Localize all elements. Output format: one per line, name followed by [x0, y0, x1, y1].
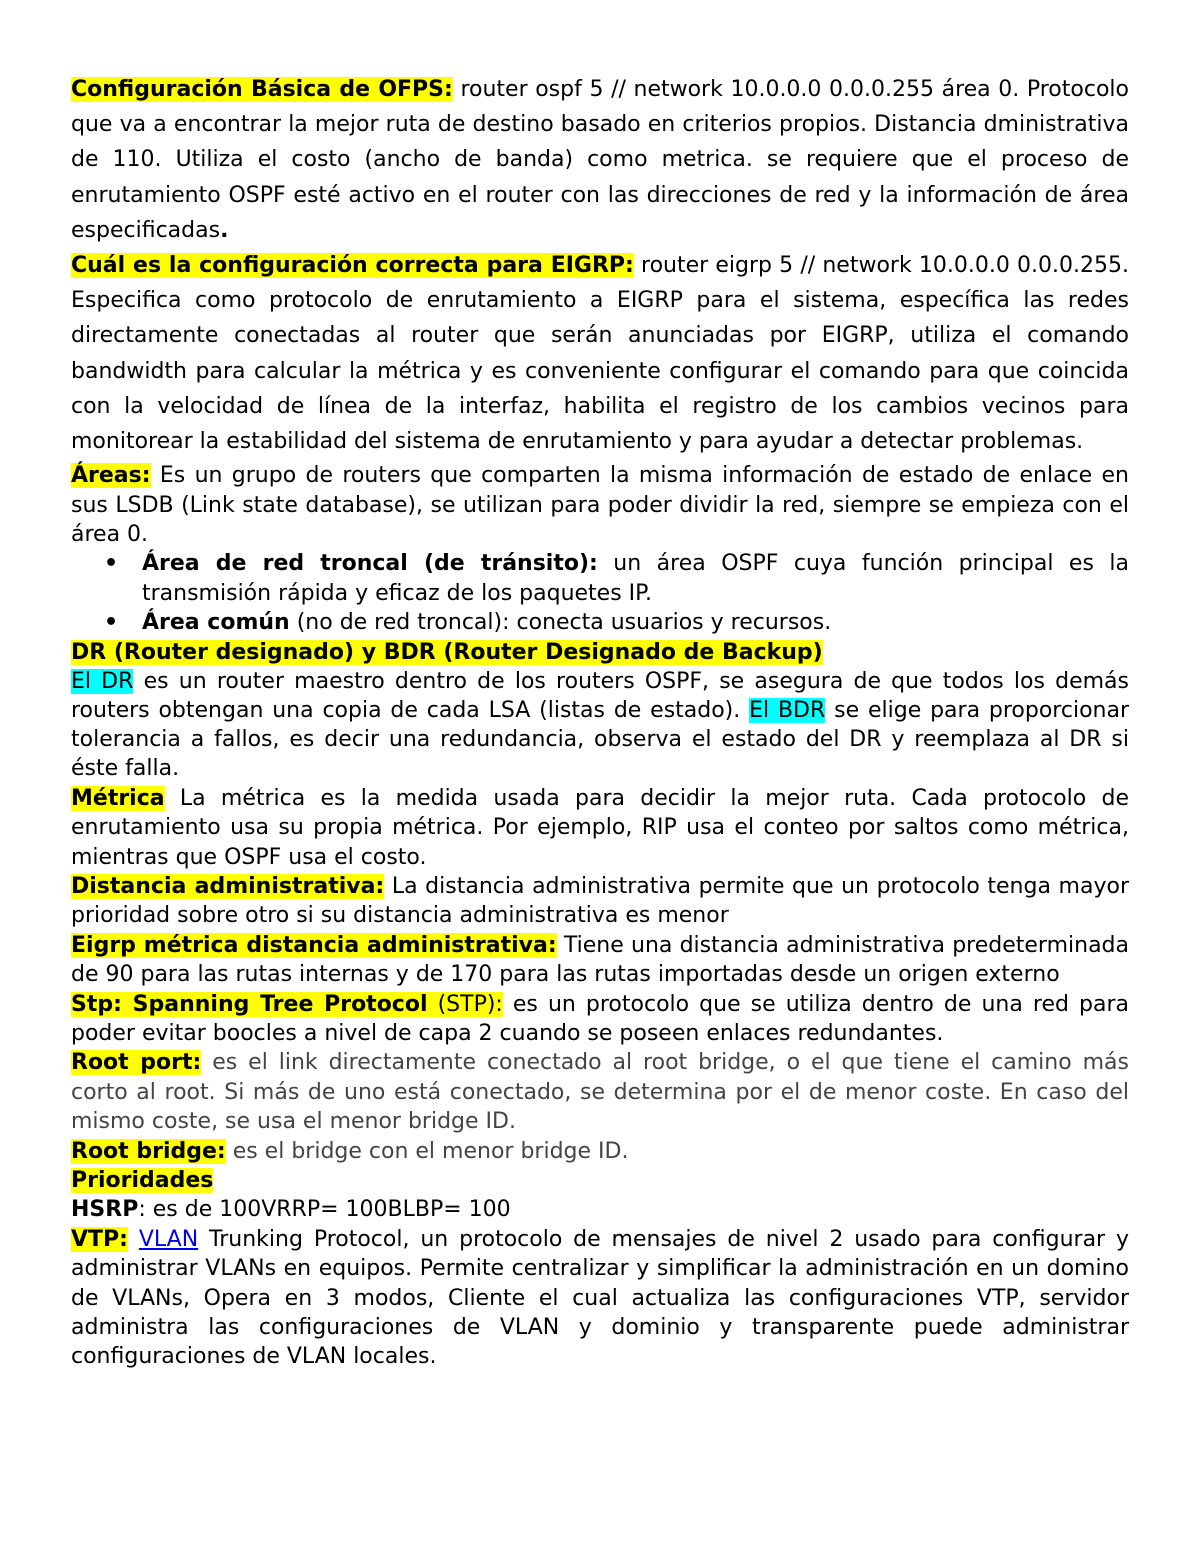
blbp-label: BLBP: [387, 1197, 444, 1223]
list-item: [71, 608, 1129, 637]
hsrp-label: HSRP: [71, 1197, 139, 1223]
stp-text: es un protocolo que se utiliza dentro de una red para poder evitar boocles a nivel de capa 2 cuando se poseen enlaces redundantes.: [71, 991, 1129, 1046]
ospf-label: Configuración Básica de OFPS:: [71, 77, 453, 102]
prioridades-values: [71, 1195, 1129, 1224]
root-port-label: Root port:: [71, 1050, 202, 1076]
root-bridge-label: Root bridge:: [71, 1138, 226, 1164]
root-bridge-paragraph: [71, 1137, 1129, 1166]
bullet-icon: •: [104, 551, 119, 577]
bullet-bold: Área común: [142, 610, 290, 636]
areas-bullet-list: [71, 549, 1129, 637]
root-bridge-text: es el bridge con el menor bridge ID.: [225, 1138, 629, 1164]
bullet-text: un área OSPF cuya función principal es la transmisión rápida y eficaz de los paquetes IP.: [142, 551, 1129, 606]
stp-paragraph: [71, 990, 1129, 1049]
ospf-paragraph: [71, 72, 1129, 248]
vrrp-label: VRRP: [261, 1197, 321, 1223]
dr-text-1: es un router maestro dentro de los routers OSPF, se asegura de que todos los demás routers obtengan una copia de cada LSA (listas de estado).: [71, 668, 1129, 724]
prioridades-heading: [71, 1166, 1129, 1195]
root-port-paragraph: [71, 1048, 1129, 1136]
stp-label: Stp: Spanning Tree Protocol: [71, 991, 428, 1017]
dr-label: El DR: [71, 668, 134, 694]
eigrp-text: router eigrp 5 // network 10.0.0.0 0.0.0.255. Especifica como protocolo de enrutamiento a EIGRP para el sistema, específica las redes directamente conectadas al router que serán anunciadas por EIGRP, utiliza el comando bandwidth para calcular la métrica y es conveniente configurar el comando para que coincida con la velocidad de línea de la interfaz, habilita el registro de los cambios vecinos para monitorear la estabilidad del sistema de enrutamiento y para ayudar a detectar problemas.: [71, 253, 1129, 455]
vlan-link[interactable]: VLAN: [138, 1226, 199, 1252]
vtp-paragraph: [71, 1225, 1129, 1372]
areas-label: Áreas:: [71, 463, 151, 489]
list-item: [71, 549, 1129, 608]
vtp-label: VTP:: [71, 1226, 128, 1252]
eigrp-label: Cuál es la configuración correcta para EIGRP:: [71, 253, 634, 279]
eigrp-distance-label: Eigrp métrica distancia administrativa:: [71, 932, 557, 958]
hsrp-value: : es de 100: [138, 1197, 262, 1223]
distancia-label: Distancia administrativa:: [71, 873, 385, 899]
areas-paragraph: [71, 461, 1129, 549]
blbp-value: = 100: [443, 1197, 511, 1223]
metrica-label: Métrica: [71, 785, 165, 811]
bullet-bold: Área de red troncal (de tránsito):: [142, 551, 598, 577]
prioridades-label: Prioridades: [71, 1167, 214, 1193]
root-port-text: es el link directamente conectado al root bridge, o el que tiene el camino más corto al root. Si más de uno está conectado, se determina por el de menor coste. En caso del mismo coste, se usa el menor bridge ID.: [71, 1050, 1129, 1135]
eigrp-distance-paragraph: [71, 931, 1129, 990]
bullet-text: (no de red troncal): conecta usuarios y recursos.: [289, 610, 832, 636]
vtp-text: Trunking Protocol, un protocolo de mensajes de nivel 2 usado para configurar y administrar VLANs en equipos. Permite centralizar y simplificar la administración en un domino de VLANs, Opera en 3 modos, Cliente el cual actualiza las configuraciones VTP, servidor administra las configuraciones de VLAN y dominio y transparente puede administrar configuraciones de VLAN locales.: [71, 1226, 1129, 1370]
bullet-icon: •: [104, 610, 119, 636]
metrica-text: La métrica es la medida usada para decidir la mejor ruta. Cada protocolo de enrutamiento usa su propia métrica. Por ejemplo, RIP usa el conteo por saltos como métrica, mientras que OSPF usa el costo.: [71, 785, 1129, 870]
metrica-paragraph: [71, 784, 1129, 872]
stp-label-abbr: (STP):: [427, 991, 503, 1017]
dr-text-2: se elige para proporcionar tolerancia a fallos, es decir una redundancia, observa el estado del DR y reemplaza al DR si éste falla.: [71, 698, 1130, 782]
distancia-text: La distancia administrativa permite que un protocolo tenga mayor prioridad sobre otro si su distancia administrativa es menor: [71, 873, 1129, 929]
dr-heading-paragraph: [71, 638, 1129, 667]
dr-paragraph: [71, 667, 1129, 784]
eigrp-paragraph: [71, 248, 1129, 459]
ospf-text: router ospf 5 // network 10.0.0.0 0.0.0.255 área 0. Protocolo que va a encontrar la mejor ruta de destino basado en criterios propios. Distancia dministrativa de 110. Utiliza el costo (ancho de banda) como metrica. se requiere que el proceso de enrutamiento OSPF esté activo en el router con las direcciones de red y la información de área especificadas: [71, 77, 1129, 243]
dr-heading: DR (Router designado) y BDR (Router Designado de Backup): [71, 639, 823, 665]
vrrp-value: = 100: [320, 1197, 388, 1223]
eigrp-distance-text: Tiene una distancia administrativa predeterminada de 90 para las rutas internas y de 170 para las rutas importadas desde un origen externo: [71, 932, 1129, 988]
areas-text: Es un grupo de routers que comparten la misma información de estado de enlace en sus LSDB (Link state database), se utilizan para poder dividir la red, siempre se empieza con el área 0.: [71, 463, 1129, 548]
ospf-end: .: [220, 217, 229, 243]
bdr-label: El BDR: [749, 698, 826, 724]
distancia-paragraph: [71, 872, 1129, 931]
document-page: [71, 72, 1129, 1372]
